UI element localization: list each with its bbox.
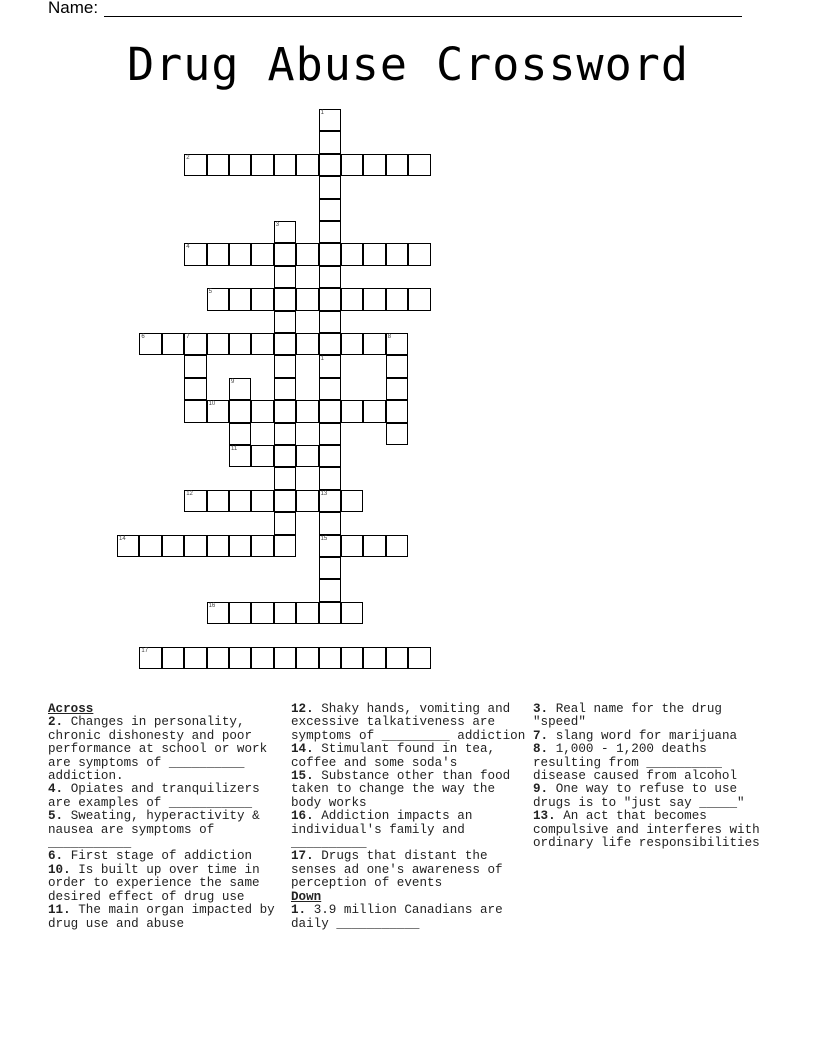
grid-cell[interactable] xyxy=(274,400,296,422)
grid-cell[interactable] xyxy=(274,311,296,333)
clue-across-12: 12. Shaky hands, vomiting and excessive talkativeness are symptoms of _________ addiction xyxy=(291,702,526,743)
clue-number: 1 xyxy=(320,356,324,363)
grid-cell[interactable] xyxy=(319,602,341,624)
grid-cell[interactable] xyxy=(296,602,318,624)
grid-cell[interactable] xyxy=(341,333,363,355)
grid-cell[interactable] xyxy=(341,243,363,265)
grid-cell[interactable] xyxy=(207,288,229,310)
grid-cell[interactable] xyxy=(139,535,161,557)
grid-cell[interactable] xyxy=(229,333,251,355)
grid-cell[interactable] xyxy=(229,445,251,467)
grid-cell[interactable] xyxy=(274,154,296,176)
grid-cell[interactable] xyxy=(251,154,273,176)
clue-number: 4 xyxy=(186,244,190,251)
grid-cell[interactable] xyxy=(319,400,341,422)
grid-cell[interactable] xyxy=(274,333,296,355)
grid-cell[interactable] xyxy=(207,154,229,176)
grid-cell[interactable] xyxy=(319,512,341,534)
grid-cell[interactable] xyxy=(251,647,273,669)
grid-cell[interactable] xyxy=(229,423,251,445)
clue-number: 17 xyxy=(141,647,149,654)
grid-cell[interactable] xyxy=(386,243,408,265)
across-heading: Across xyxy=(48,703,94,716)
grid-cell[interactable] xyxy=(184,400,206,422)
grid-cell[interactable] xyxy=(274,288,296,310)
grid-cell[interactable] xyxy=(319,490,341,512)
grid-cell[interactable] xyxy=(341,535,363,557)
grid-cell[interactable] xyxy=(207,490,229,512)
grid-cell[interactable] xyxy=(319,535,341,557)
grid-cell[interactable] xyxy=(229,535,251,557)
grid-cell[interactable] xyxy=(274,445,296,467)
grid-cell[interactable] xyxy=(274,467,296,489)
grid-cell[interactable] xyxy=(184,154,206,176)
grid-cell[interactable] xyxy=(274,490,296,512)
grid-cell[interactable] xyxy=(274,378,296,400)
grid-cell[interactable] xyxy=(251,535,273,557)
grid-cell[interactable] xyxy=(363,288,385,310)
grid-cell[interactable] xyxy=(386,378,408,400)
grid-cell[interactable] xyxy=(296,333,318,355)
grid-cell[interactable] xyxy=(363,647,385,669)
grid-cell[interactable] xyxy=(184,378,206,400)
grid-cell[interactable] xyxy=(184,333,206,355)
clue-across-15: 15. Substance other than food taken to change the way the body works xyxy=(291,769,511,810)
clue-across-14: 14. Stimulant found in tea, coffee and some soda's xyxy=(291,742,496,770)
grid-cell[interactable] xyxy=(341,490,363,512)
grid-cell[interactable] xyxy=(386,333,408,355)
grid-cell[interactable] xyxy=(251,602,273,624)
down-heading: Down xyxy=(291,889,322,904)
grid-cell[interactable] xyxy=(229,243,251,265)
clue-down-13: 13. An act that becomes compulsive and interferes with ordinary life responsibilities xyxy=(533,809,760,851)
clue-number: 11 xyxy=(231,446,238,452)
grid-cell[interactable] xyxy=(319,579,341,601)
grid-cell[interactable] xyxy=(274,512,296,534)
grid-cell[interactable] xyxy=(251,333,273,355)
grid-cell[interactable] xyxy=(274,423,296,445)
grid-cell[interactable] xyxy=(162,647,184,669)
grid-cell[interactable] xyxy=(229,602,251,624)
grid-cell[interactable] xyxy=(274,602,296,624)
grid-cell[interactable] xyxy=(207,400,229,422)
grid-cell[interactable] xyxy=(319,243,341,265)
grid-cell[interactable] xyxy=(274,647,296,669)
clue-number: 7 xyxy=(186,334,190,340)
grid-cell[interactable] xyxy=(408,243,430,265)
grid-cell[interactable] xyxy=(386,400,408,422)
grid-cell[interactable] xyxy=(296,154,318,176)
grid-cell[interactable] xyxy=(386,355,408,377)
grid-cell[interactable] xyxy=(229,490,251,512)
clue-across-5: 5. Sweating, hyperactivity & nausea are symptoms of ___________ xyxy=(48,809,260,851)
grid-cell[interactable] xyxy=(341,154,363,176)
clue-number: 5 xyxy=(208,289,212,296)
grid-cell[interactable] xyxy=(207,647,229,669)
grid-cell[interactable] xyxy=(296,647,318,669)
grid-cell[interactable] xyxy=(117,535,139,557)
clue-number: 15 xyxy=(320,535,328,542)
grid-cell[interactable] xyxy=(274,243,296,265)
grid-cell[interactable] xyxy=(319,378,341,400)
grid-cell[interactable] xyxy=(207,535,229,557)
grid-cell[interactable] xyxy=(341,400,363,422)
grid-cell[interactable] xyxy=(319,423,341,445)
clue-number: 10 xyxy=(208,401,216,408)
clue-across-16: 16. Addiction impacts an individual's family and __________ xyxy=(291,809,473,851)
grid-cell[interactable] xyxy=(408,647,430,669)
grid-cell[interactable] xyxy=(251,400,273,422)
grid-cell[interactable] xyxy=(274,266,296,288)
grid-cell[interactable] xyxy=(296,490,318,512)
clue-number: 13 xyxy=(320,490,328,497)
grid-cell[interactable] xyxy=(184,243,206,265)
clue-number: 3 xyxy=(275,222,280,228)
grid-cell[interactable] xyxy=(386,535,408,557)
grid-cell[interactable] xyxy=(296,243,318,265)
grid-cell[interactable] xyxy=(341,602,363,624)
grid-cell[interactable] xyxy=(139,333,161,355)
grid-cell[interactable] xyxy=(363,535,385,557)
clue-down-9: 9. One way to refuse to use drugs is to "just say _____" xyxy=(533,782,745,810)
grid-cell[interactable] xyxy=(139,647,161,669)
grid-cell[interactable] xyxy=(319,154,341,176)
clue-number: 14 xyxy=(119,535,126,542)
grid-cell[interactable] xyxy=(319,131,341,153)
clue-number: 1 xyxy=(320,110,324,116)
grid-cell[interactable] xyxy=(341,647,363,669)
clue-across-6: 6. First stage of addiction xyxy=(48,849,253,864)
grid-cell[interactable] xyxy=(319,199,341,221)
grid-cell[interactable] xyxy=(207,333,229,355)
grid-cell[interactable] xyxy=(251,490,273,512)
grid-cell[interactable] xyxy=(408,154,430,176)
grid-cell[interactable] xyxy=(363,333,385,355)
grid-cell[interactable] xyxy=(319,221,341,243)
grid-cell[interactable] xyxy=(184,535,206,557)
grid-cell[interactable] xyxy=(229,288,251,310)
grid-cell[interactable] xyxy=(319,311,341,333)
clue-across-4: 4. Opiates and tranquilizers are examples of ___________ xyxy=(48,782,260,810)
grid-cell[interactable] xyxy=(296,400,318,422)
grid-cell[interactable] xyxy=(229,647,251,669)
clue-number: 12 xyxy=(186,490,193,497)
grid-cell[interactable] xyxy=(319,266,341,288)
grid-cell[interactable] xyxy=(319,109,341,131)
clue-across-10: 10. Is built up over time in order to experience the same desired effect of drug use xyxy=(48,862,260,904)
grid-cell[interactable] xyxy=(274,355,296,377)
grid-cell[interactable] xyxy=(319,288,341,310)
grid-cell[interactable] xyxy=(296,445,318,467)
grid-cell[interactable] xyxy=(319,333,341,355)
grid-cell[interactable] xyxy=(251,288,273,310)
grid-cell[interactable] xyxy=(229,378,251,400)
grid-cell[interactable] xyxy=(184,355,206,377)
grid-cell[interactable] xyxy=(386,647,408,669)
name-label: Name: xyxy=(48,0,99,17)
clues-column-1 xyxy=(48,703,284,955)
grid-cell[interactable] xyxy=(386,154,408,176)
grid-cell[interactable] xyxy=(363,400,385,422)
clue-across-2: 2. Changes in personality, chronic dishonesty and poor performance at school or work are symptoms of __________ addiction. xyxy=(48,715,268,784)
clue-number: 9 xyxy=(231,378,235,385)
clue-across-11: 11. The main organ impacted by drug use and abuse xyxy=(48,903,275,931)
clue-number: 16 xyxy=(208,602,216,609)
clue-number: 6 xyxy=(141,334,145,340)
grid-cell[interactable] xyxy=(319,557,341,579)
clues-column-2 xyxy=(291,703,527,931)
clue-across-17: 17. Drugs that distant the senses ad one's awareness of perception of events xyxy=(291,849,503,891)
grid-cell[interactable] xyxy=(251,445,273,467)
grid-cell[interactable] xyxy=(229,154,251,176)
grid-cell[interactable] xyxy=(162,333,184,355)
clue-number: 2 xyxy=(186,154,190,161)
grid-cell[interactable] xyxy=(319,355,341,377)
grid-cell[interactable] xyxy=(184,490,206,512)
grid-cell[interactable] xyxy=(319,176,341,198)
grid-cell[interactable] xyxy=(207,602,229,624)
grid-cell[interactable] xyxy=(207,243,229,265)
grid-cell[interactable] xyxy=(319,445,341,467)
clue-down-8: 8. 1,000 - 1,200 deaths resulting from __________ disease caused from alcohol xyxy=(533,742,738,784)
grid-cell[interactable] xyxy=(296,288,318,310)
grid-cell[interactable] xyxy=(319,467,341,489)
grid-cell[interactable] xyxy=(229,400,251,422)
grid-cell[interactable] xyxy=(363,154,385,176)
grid-cell[interactable] xyxy=(341,288,363,310)
clue-down-3: 3. Real name for the drug "speed" xyxy=(533,702,722,730)
grid-cell[interactable] xyxy=(386,288,408,310)
clue-number: 8 xyxy=(387,334,392,340)
puzzle-title: Drug Abuse Crossword xyxy=(127,38,689,91)
clue-down-1: 1. 3.9 million Canadians are daily ___________ xyxy=(291,903,503,931)
grid-cell[interactable] xyxy=(162,535,184,557)
grid-cell[interactable] xyxy=(184,647,206,669)
clue-down-7: 7. slang word for marijuana xyxy=(533,728,738,743)
grid-cell[interactable] xyxy=(274,535,296,557)
grid-cell[interactable] xyxy=(251,243,273,265)
grid-cell[interactable] xyxy=(363,243,385,265)
grid-cell[interactable] xyxy=(274,221,296,243)
grid-cell[interactable] xyxy=(319,647,341,669)
grid-cell[interactable] xyxy=(408,288,430,310)
grid-cell[interactable] xyxy=(386,423,408,445)
clues-column-3 xyxy=(533,703,769,850)
